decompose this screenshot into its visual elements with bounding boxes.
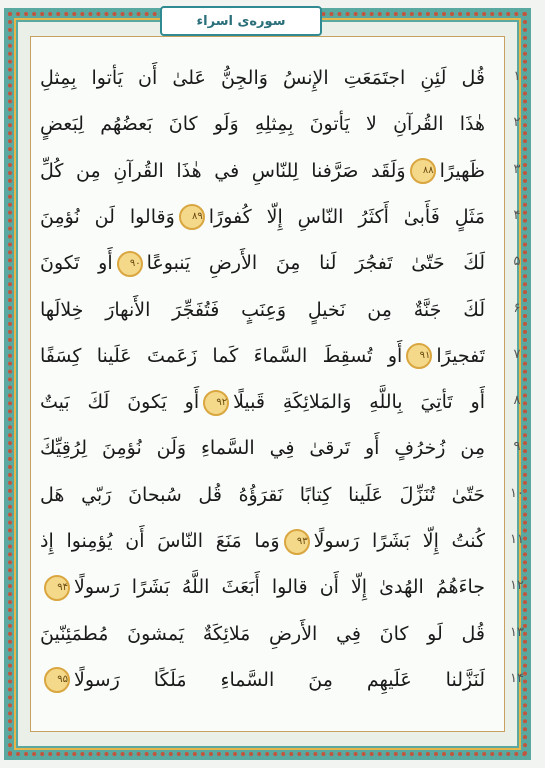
verse-text: أَو تُسقِطَ السَّماءَ كَما زَعَمتَ عَلَينا كِسَفًا: [40, 344, 403, 367]
verse-text: لَنَزَّلنا عَلَيهِم مِنَ السَّماءِ مَلَكًا رَسولًا: [74, 668, 485, 691]
verse-text: قُل لَو كانَ فِي الأَرضِ مَلائِكَةٌ يَمشونَ مُطمَئِنّينَ: [40, 622, 485, 645]
verse-line: [40, 518, 485, 564]
verse-text: وَقالوا لَن نُؤمِنَ: [40, 205, 175, 228]
verse-text: تَفجيرًا: [436, 344, 485, 367]
verse-line: [40, 240, 485, 286]
ayah-marker: ۸۸: [410, 158, 436, 184]
verse-text: أَو تَكونَ: [40, 252, 113, 275]
verse-line: [40, 611, 485, 657]
verse-text: وَلَقَد صَرَّفنا لِلنّاسِ في هٰذَا القُرآنِ مِن كُلِّ: [40, 159, 406, 182]
ayah-marker: ۸۹: [179, 204, 205, 230]
ayah-marker: ۹۴: [44, 575, 70, 601]
verse-line: [40, 55, 485, 101]
verse-line: [40, 564, 485, 610]
verse-text: أَو يَكونَ لَكَ بَيتٌ: [40, 391, 200, 414]
ayah-marker: ۹۵: [44, 667, 70, 693]
line-number: ۴: [513, 207, 521, 223]
surah-title: سوره‌ی اسراء: [160, 6, 322, 36]
line-number: ۶: [513, 300, 521, 316]
line-number: ۱۲: [510, 578, 524, 594]
verse-text: جاءَهُمُ الهُدىٰ إِلّا أَن قالوا أَبَعَثَ اللَّهُ بَشَرًا رَسولًا: [74, 576, 485, 599]
line-number: ۱۳: [510, 624, 524, 640]
verse-text: ظَهيرًا: [439, 159, 485, 182]
verse-line: [40, 472, 485, 518]
verse-line: [40, 379, 485, 425]
verse-text: كُنتُ إِلّا بَشَرًا رَسولًا: [313, 530, 485, 552]
verse-line: [40, 287, 485, 333]
verse-text: حَتّىٰ تُنَزِّلَ عَلَينا كِتابًا نَقرَؤُهُ قُل سُبحانَ رَبّي هَل: [40, 483, 485, 506]
verse-text: وَما مَنَعَ النّاسَ أَن يُؤمِنوا إِذ: [40, 530, 280, 552]
line-number: ۵: [513, 254, 521, 270]
line-number: ۷: [513, 346, 521, 362]
line-number: ۹: [513, 439, 521, 455]
verse-text: مَثَلٍ فَأَبىٰ أَكثَرُ النّاسِ إِلّا كُفورًا: [208, 205, 485, 228]
verse-text: هٰذَا القُرآنِ لا يَأتونَ بِمِثلِهِ وَلَو كانَ بَعضُهُم لِبَعضٍ: [40, 113, 485, 136]
verse-text: أَو تَأتِيَ بِاللَّهِ وَالمَلائِكَةِ قَبيلًا: [233, 391, 485, 414]
line-number: ۱۱: [510, 532, 524, 547]
ayah-marker: ۹۰: [117, 251, 143, 277]
line-number: ۲: [513, 115, 521, 131]
line-number: ۱: [513, 69, 521, 84]
verse-line: [40, 333, 485, 379]
verse-line: [40, 148, 485, 194]
line-number: ۳: [513, 161, 521, 177]
verse-line: [40, 657, 485, 703]
ayah-marker: ۹۱: [406, 343, 432, 369]
ayah-marker: ۹۲: [203, 390, 229, 416]
line-number: ۱۴: [510, 670, 524, 686]
verse-text: لَكَ حَتّىٰ تَفجُرَ لَنا مِنَ الأَرضِ يَنبوعًا: [146, 252, 485, 275]
verse-line: [40, 101, 485, 147]
line-number: ۱۰: [510, 485, 524, 501]
verse-line: [40, 425, 485, 471]
verse-text: لَكَ جَنَّةٌ مِن نَخيلٍ وَعِنَبٍ فَتُفَجِّرَ الأَنهارَ خِلالَها: [40, 298, 485, 321]
ayah-marker: ۹۳: [284, 529, 310, 555]
verse-line: [40, 194, 485, 240]
verse-text: مِن زُخرُفٍ أَو تَرقىٰ فِي السَّماءِ وَلَن نُؤمِنَ لِرُقِيِّكَ: [40, 437, 485, 460]
verse-text: قُل لَئِنِ اجتَمَعَتِ الإِنسُ وَالجِنُّ عَلىٰ أَن يَأتوا بِمِثلِ: [40, 67, 485, 89]
line-number: ۸: [513, 393, 521, 409]
